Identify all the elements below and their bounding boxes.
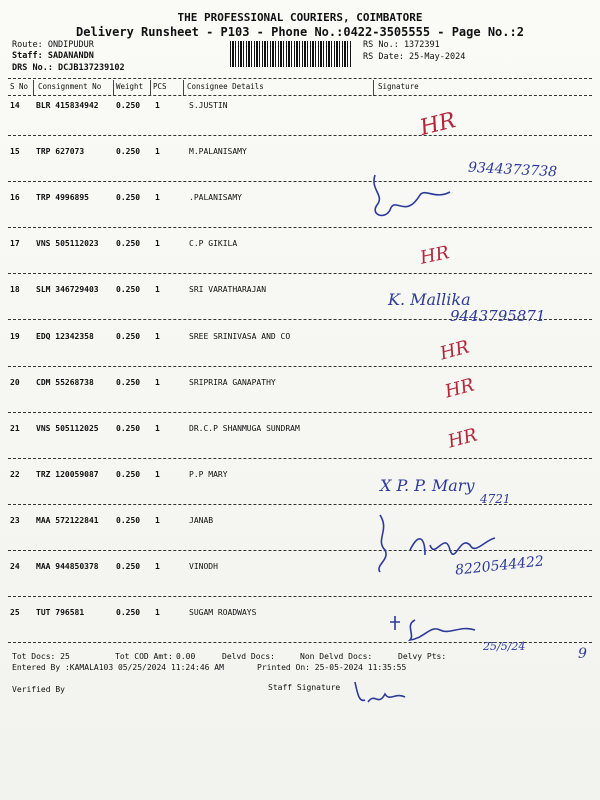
row-sno: 17 (10, 239, 20, 248)
row-separator (8, 412, 592, 413)
signature-hr: HR (437, 336, 472, 365)
row-separator (8, 227, 592, 228)
signature-scribble (365, 150, 455, 230)
row-consignee: M.PALANISAMY (189, 147, 247, 156)
row-consignee: C.P GIKILA (189, 239, 238, 248)
signature-hr: HR (442, 374, 477, 403)
row-sno: 20 (10, 378, 20, 387)
row-consignment: MAA 944850378 (36, 562, 99, 571)
col-divider (183, 80, 184, 96)
row-consignment: SLM 346729403 (36, 285, 99, 294)
col-divider (113, 80, 114, 96)
table-row (0, 378, 600, 392)
staff-signature-scribble (350, 672, 410, 712)
row-sno: 18 (10, 285, 20, 294)
row-consignee: SREE SRINIVASA AND CO (189, 332, 291, 341)
col-signature: Signature (378, 82, 419, 91)
signature-mary: X P. P. Mary (380, 476, 475, 495)
row-consignment: BLR 415834942 (36, 101, 99, 110)
col-consignment: Consignment No (38, 82, 102, 91)
row-weight: 0.250 (116, 193, 141, 202)
table-row (0, 424, 600, 438)
row-sno: 24 (10, 562, 20, 571)
signature-phone: 8220544422 (454, 553, 545, 579)
runsheet-subtitle: Delivery Runsheet - P103 - Phone No.:0422-3505555 - Page No.:2 (76, 25, 524, 39)
row-pcs: 1 (155, 193, 160, 202)
table-row (0, 147, 600, 161)
row-pcs: 1 (155, 285, 160, 294)
table-row (0, 470, 600, 484)
row-consignment: VNS 505112025 (36, 424, 99, 433)
row-consignment: EDQ 12342358 (36, 332, 94, 341)
company-title: THE PROFESSIONAL COURIERS, COIMBATORE (177, 11, 423, 24)
row-pcs: 1 (155, 516, 160, 525)
printed-on: Printed On: 25-05-2024 11:35:55 (257, 663, 407, 672)
row-consignee: SRI VARATHARAJAN (189, 285, 267, 294)
row-weight: 0.250 (116, 332, 141, 341)
signature-hr: HR (445, 424, 480, 453)
page-mark: 9 (578, 646, 587, 662)
row-sno: 25 (10, 608, 20, 617)
rs-date: RS Date: 25-May-2024 (363, 52, 466, 62)
row-sno: 19 (10, 332, 20, 341)
row-consignee: DR.C.P SHANMUGA SUNDRAM (189, 424, 300, 433)
row-consignee: .PALANISAMY (189, 193, 242, 202)
row-weight: 0.250 (116, 285, 141, 294)
drs-number: DRS No.: DCJB137239102 (12, 63, 125, 73)
col-sno: S No (10, 82, 29, 91)
signature-scribble (385, 610, 495, 650)
row-consignment: TRZ 120059087 (36, 470, 99, 479)
row-separator (8, 273, 592, 274)
row-consignee: SRIPRIRA GANAPATHY (189, 378, 276, 387)
table-row (0, 239, 600, 253)
row-consignment: TRP 4996895 (36, 193, 89, 202)
row-pcs: 1 (155, 147, 160, 156)
row-consignment: VNS 505112023 (36, 239, 99, 248)
row-sno: 14 (10, 101, 20, 110)
row-consignment: TUT 796581 (36, 608, 85, 617)
row-weight: 0.250 (116, 239, 141, 248)
row-consignment: TRP 627073 (36, 147, 85, 156)
signature-number: 4721 (480, 492, 511, 506)
table-row (0, 193, 600, 207)
row-sno: 23 (10, 516, 20, 525)
row-separator (8, 458, 592, 459)
row-separator (8, 181, 592, 182)
route-label: Route: ONDIPUDUR (12, 40, 94, 50)
delvd-docs: Delvd Docs: (222, 652, 275, 661)
row-consignment: MAA 572122841 (36, 516, 99, 525)
row-consignee: JANAB (189, 516, 214, 525)
row-weight: 0.250 (116, 424, 141, 433)
table-row (0, 285, 600, 299)
row-weight: 0.250 (116, 101, 141, 110)
row-weight: 0.250 (116, 470, 141, 479)
col-consignee: Consignee Details (187, 82, 264, 91)
row-pcs: 1 (155, 424, 160, 433)
row-sno: 15 (10, 147, 20, 156)
table-row (0, 516, 600, 530)
tot-cod-value: 0.00 (176, 652, 196, 661)
tot-cod-label: Tot COD Amt: (115, 652, 173, 661)
row-pcs: 1 (155, 378, 160, 387)
row-weight: 0.250 (116, 608, 141, 617)
row-consignee: S.JUSTIN (189, 101, 228, 110)
row-pcs: 1 (155, 470, 160, 479)
signature-hr: HR (417, 108, 459, 141)
staff-signature-label: Staff Signature (268, 683, 341, 692)
signature-phone: 9344373738 (467, 159, 558, 181)
row-weight: 0.250 (116, 147, 141, 156)
non-delvd-docs: Non Delvd Docs: (300, 652, 373, 661)
signature-hr: HR (418, 242, 452, 269)
row-sno: 21 (10, 424, 20, 433)
barcode (230, 41, 352, 67)
row-weight: 0.250 (116, 378, 141, 387)
row-pcs: 1 (155, 562, 160, 571)
row-weight: 0.250 (116, 516, 141, 525)
header-rule-top (8, 78, 592, 79)
signature-phone: 9443795871 (450, 307, 546, 325)
tot-docs: Tot Docs: 25 (12, 652, 70, 661)
row-sno: 22 (10, 470, 20, 479)
staff-label: Staff: SADANANDN (12, 51, 94, 61)
row-separator (8, 366, 592, 367)
signature-date: 25/5/24 (483, 640, 526, 653)
col-pcs: PCS (153, 82, 167, 91)
entered-by: Entered By :KAMALA103 05/25/2024 11:24:46 AM (12, 663, 224, 672)
col-divider (150, 80, 151, 96)
row-pcs: 1 (155, 239, 160, 248)
row-pcs: 1 (155, 608, 160, 617)
delvy-pts: Delvy Pts: (398, 652, 447, 661)
col-divider (373, 80, 374, 96)
table-row (0, 332, 600, 346)
row-pcs: 1 (155, 101, 160, 110)
rs-number: RS No.: 1372391 (363, 40, 440, 50)
row-sno: 16 (10, 193, 20, 202)
row-consignment: CDM 55268738 (36, 378, 94, 387)
row-consignee: SUGAM ROADWAYS (189, 608, 257, 617)
table-row (0, 101, 600, 115)
signature-mallika: K. Mallika (388, 290, 471, 309)
header-rule-bottom (8, 95, 592, 96)
row-separator (8, 135, 592, 136)
verified-by: Verified By (12, 685, 65, 694)
row-separator (8, 596, 592, 597)
col-weight: Weight (116, 82, 144, 91)
row-consignee: VINODH (189, 562, 218, 571)
row-weight: 0.250 (116, 562, 141, 571)
row-pcs: 1 (155, 332, 160, 341)
table-row (0, 608, 600, 622)
row-consignee: P.P MARY (189, 470, 228, 479)
col-divider (33, 80, 34, 96)
